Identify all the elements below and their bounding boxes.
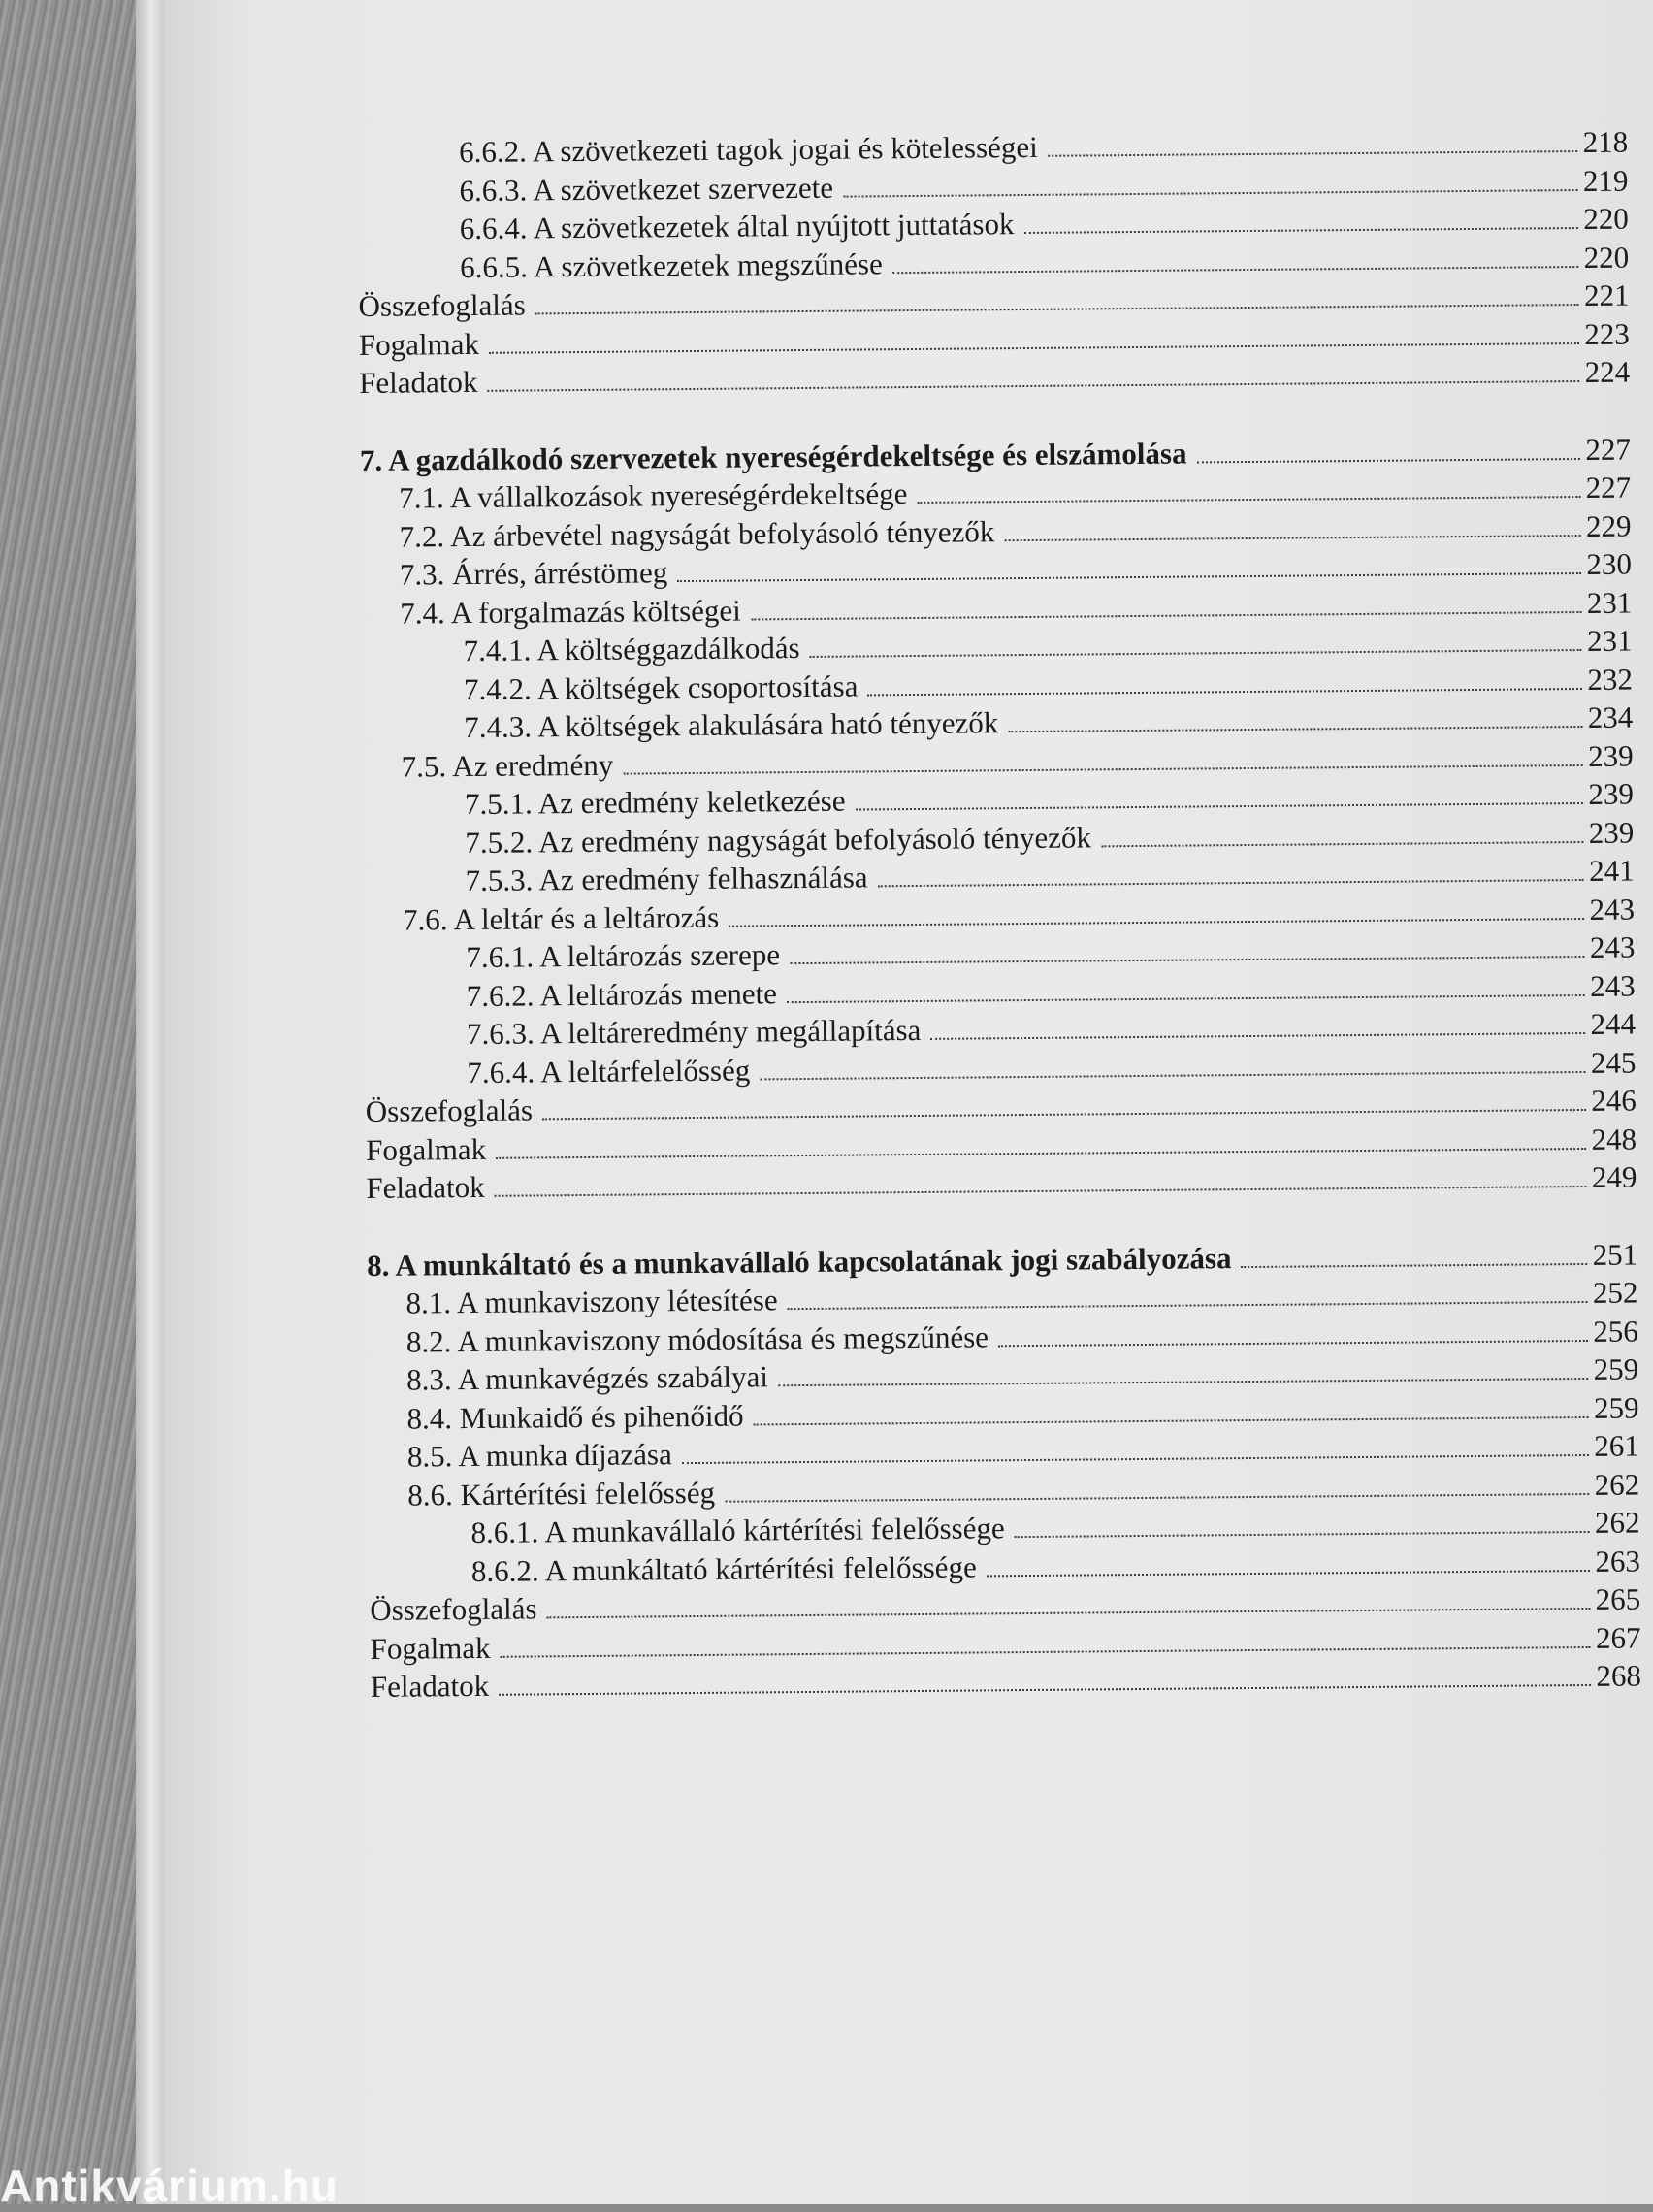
- toc-entry-title: 7.2. Az árbevétel nagyságát befolyásoló tényezők: [399, 513, 995, 554]
- toc-entry-page-number: 219: [1582, 163, 1629, 198]
- toc-entry-title: 6.6.4. A szövetkezetek által nyújtott juttatások: [459, 207, 1015, 246]
- toc-entry-page-number: 259: [1593, 1351, 1639, 1386]
- toc-entry-title: 7.5.3. Az eredmény felhasználása: [465, 860, 868, 898]
- dot-leader: [987, 1569, 1590, 1576]
- dot-leader: [1197, 458, 1580, 463]
- toc-entry-title: Feladatok: [359, 364, 478, 400]
- toc-entry-title: 7.4.3. A költségek alakulására ható tényezők: [464, 705, 999, 745]
- toc-entry-page-number: 243: [1589, 892, 1636, 927]
- dot-leader: [496, 1147, 1585, 1158]
- toc-entry-page-number: 221: [1583, 277, 1630, 312]
- toc-entry-page-number: 248: [1591, 1122, 1637, 1156]
- toc-entry-page-number: 256: [1593, 1314, 1638, 1349]
- toc-entry-title: 8.6.1. A munkavállaló kártérítési felelőssége: [470, 1511, 1005, 1550]
- toc-entry-title: 8.4. Munkaidő és pihenőidő: [406, 1398, 744, 1436]
- toc-entry-title: 7.5.2. Az eredmény nagyságát befolyásoló tényezők: [465, 819, 1092, 860]
- toc-entry-title: 7.4. A forgalmazás költségei: [400, 593, 741, 631]
- dot-leader: [998, 1339, 1587, 1346]
- watermark-logo: Antikvárium.hu: [0, 2161, 339, 2211]
- dot-leader: [495, 1186, 1586, 1197]
- dot-leader: [682, 1454, 1589, 1464]
- dot-leader: [729, 917, 1583, 927]
- toc-entry-page-number: 223: [1584, 316, 1630, 351]
- dot-leader: [754, 1415, 1588, 1425]
- dot-leader: [501, 1645, 1590, 1657]
- dot-leader: [535, 304, 1578, 314]
- toc-entry-page-number: 243: [1590, 968, 1636, 1003]
- toc-entry-title: Összefoglalás: [358, 287, 526, 323]
- dot-leader: [930, 1032, 1584, 1040]
- toc-entry-title: 7.1. A vállalkozások nyereségérdekeltsége: [399, 476, 908, 515]
- toc-entry-title: Feladatok: [366, 1169, 485, 1205]
- dot-leader: [623, 764, 1582, 775]
- toc-entry-title: 7.4.2. A költségek csoportosítása: [463, 668, 859, 706]
- toc-entry-title: 7.6.2. A leltározás menete: [466, 975, 778, 1013]
- toc-entry-page-number: 262: [1594, 1505, 1640, 1540]
- dot-leader: [790, 956, 1584, 964]
- toc-entry-page-number: 259: [1593, 1390, 1639, 1425]
- toc-entry-title: 8.5. A munka díjazása: [406, 1437, 672, 1474]
- dot-leader: [546, 1608, 1589, 1618]
- dot-leader: [489, 342, 1578, 354]
- toc-entry-title: 7.6.3. A leltáreredmény megállapítása: [466, 1012, 922, 1052]
- toc-entry-title: 8.6.2. A munkáltató kártérítési felelőssége: [470, 1548, 977, 1588]
- dot-leader: [918, 496, 1580, 504]
- table-of-contents: [357, 125, 1641, 1708]
- dot-leader: [1015, 1531, 1589, 1538]
- toc-entry-title: 8. A munkáltató és a munkavállaló kapcsolatának jogi szabályozása: [367, 1240, 1232, 1283]
- toc-entry-title: 7. A gazdálkodó szervezetek nyereségérdekeltsége és elszámolása: [359, 436, 1187, 477]
- dot-leader: [1101, 840, 1583, 846]
- toc-entry-title: 7.4.1. A költséggazdálkodás: [463, 631, 800, 668]
- toc-entry-page-number: 239: [1587, 738, 1634, 773]
- dot-leader: [1004, 535, 1580, 541]
- dot-leader: [867, 688, 1581, 696]
- toc-entry-page-number: 231: [1586, 585, 1633, 620]
- toc-entry-page-number: 244: [1590, 1006, 1637, 1041]
- dot-leader: [1242, 1262, 1587, 1267]
- toc-entry-page-number: 239: [1588, 776, 1635, 811]
- dot-leader: [725, 1492, 1589, 1502]
- toc-entry-page-number: 231: [1586, 623, 1633, 658]
- toc-entry-title: Összefoglalás: [365, 1092, 534, 1128]
- toc-entry-page-number: 265: [1595, 1581, 1641, 1616]
- toc-entry-title: 7.6.1. A leltározás szerepe: [466, 937, 781, 975]
- dot-leader: [843, 189, 1577, 198]
- dot-leader: [892, 266, 1578, 274]
- toc-entry-page-number: 252: [1592, 1275, 1638, 1310]
- dot-leader: [778, 1378, 1588, 1386]
- toc-entry-page-number: 227: [1585, 470, 1632, 504]
- toc-entry-title: Összefoglalás: [370, 1591, 537, 1627]
- toc-entry-title: 8.3. A munkavégzés szabályai: [406, 1359, 769, 1397]
- toc-entry-page-number: 263: [1595, 1544, 1641, 1578]
- toc-entry-title: 7.5.1. Az eredmény keletkezése: [464, 783, 846, 822]
- toc-entry-page-number: 241: [1589, 853, 1635, 888]
- dot-leader: [488, 380, 1579, 392]
- toc-entry-title: 8.1. A munkaviszony létesítése: [405, 1283, 778, 1320]
- dot-leader: [787, 993, 1584, 1002]
- toc-entry-page-number: 243: [1589, 929, 1636, 964]
- toc-entry-title: Feladatok: [370, 1668, 490, 1704]
- dot-leader: [810, 649, 1582, 658]
- toc-entry-title: Fogalmak: [358, 326, 480, 362]
- toc-entry-page-number: 261: [1594, 1428, 1639, 1463]
- toc-entry-page-number: 229: [1585, 508, 1632, 543]
- toc-entry-page-number: 234: [1587, 699, 1634, 734]
- dot-leader: [677, 572, 1580, 582]
- toc-entry-title: 7.3. Árrés, árréstömeg: [399, 555, 668, 592]
- toc-entry-page-number: 218: [1582, 124, 1629, 159]
- dot-leader: [788, 1301, 1587, 1310]
- toc-entry-page-number: 232: [1587, 662, 1634, 697]
- dot-leader: [1048, 150, 1577, 157]
- toc-entry-page-number: 246: [1591, 1083, 1637, 1118]
- toc-entry-page-number: 224: [1584, 354, 1631, 389]
- toc-entry-page-number: 220: [1583, 201, 1629, 236]
- toc-entry-page-number: 249: [1591, 1159, 1637, 1194]
- toc-entry-title: 6.6.3. A szövetkezet szervezete: [459, 170, 834, 208]
- toc-entry-title: 8.2. A munkaviszony módosítása és megszűnése: [405, 1318, 989, 1359]
- toc-entry-page-number: 230: [1586, 546, 1633, 581]
- dot-leader: [751, 611, 1581, 620]
- toc-entry-title: 6.6.2. A szövetkezeti tagok jogai és kötelességei: [458, 129, 1038, 170]
- toc-entry-page-number: 245: [1590, 1045, 1637, 1080]
- dot-leader: [1024, 227, 1578, 234]
- dot-leader: [760, 1070, 1585, 1079]
- toc-entry-page-number: 227: [1585, 432, 1632, 467]
- toc-entry-page-number: 262: [1594, 1467, 1640, 1502]
- toc-entry-title: Fogalmak: [370, 1630, 491, 1666]
- toc-entry-page-number: 267: [1595, 1620, 1641, 1655]
- toc-entry-title: 6.6.5. A szövetkezetek megszűnése: [460, 245, 883, 284]
- toc-entry-title: 8.6. Kártérítési felelősség: [407, 1475, 716, 1513]
- toc-entry-page-number: 239: [1588, 815, 1635, 850]
- toc-entry-title: 7.6.4. A leltárfelelősség: [467, 1053, 751, 1090]
- dot-leader: [878, 879, 1584, 887]
- dot-leader: [856, 802, 1583, 811]
- toc-entry-title: Fogalmak: [365, 1131, 487, 1167]
- toc-entry-page-number: 251: [1592, 1237, 1638, 1272]
- toc-entry-title: 7.5. Az eredmény: [401, 747, 614, 784]
- desk-background: [0, 0, 146, 2204]
- toc-entry-title: 7.6. A leltár és a leltározás: [402, 899, 720, 937]
- dot-leader: [499, 1684, 1590, 1696]
- dot-leader: [542, 1109, 1585, 1120]
- toc-entry-page-number: 268: [1596, 1658, 1642, 1693]
- dot-leader: [1008, 726, 1582, 732]
- toc-entry-page-number: 220: [1583, 240, 1630, 275]
